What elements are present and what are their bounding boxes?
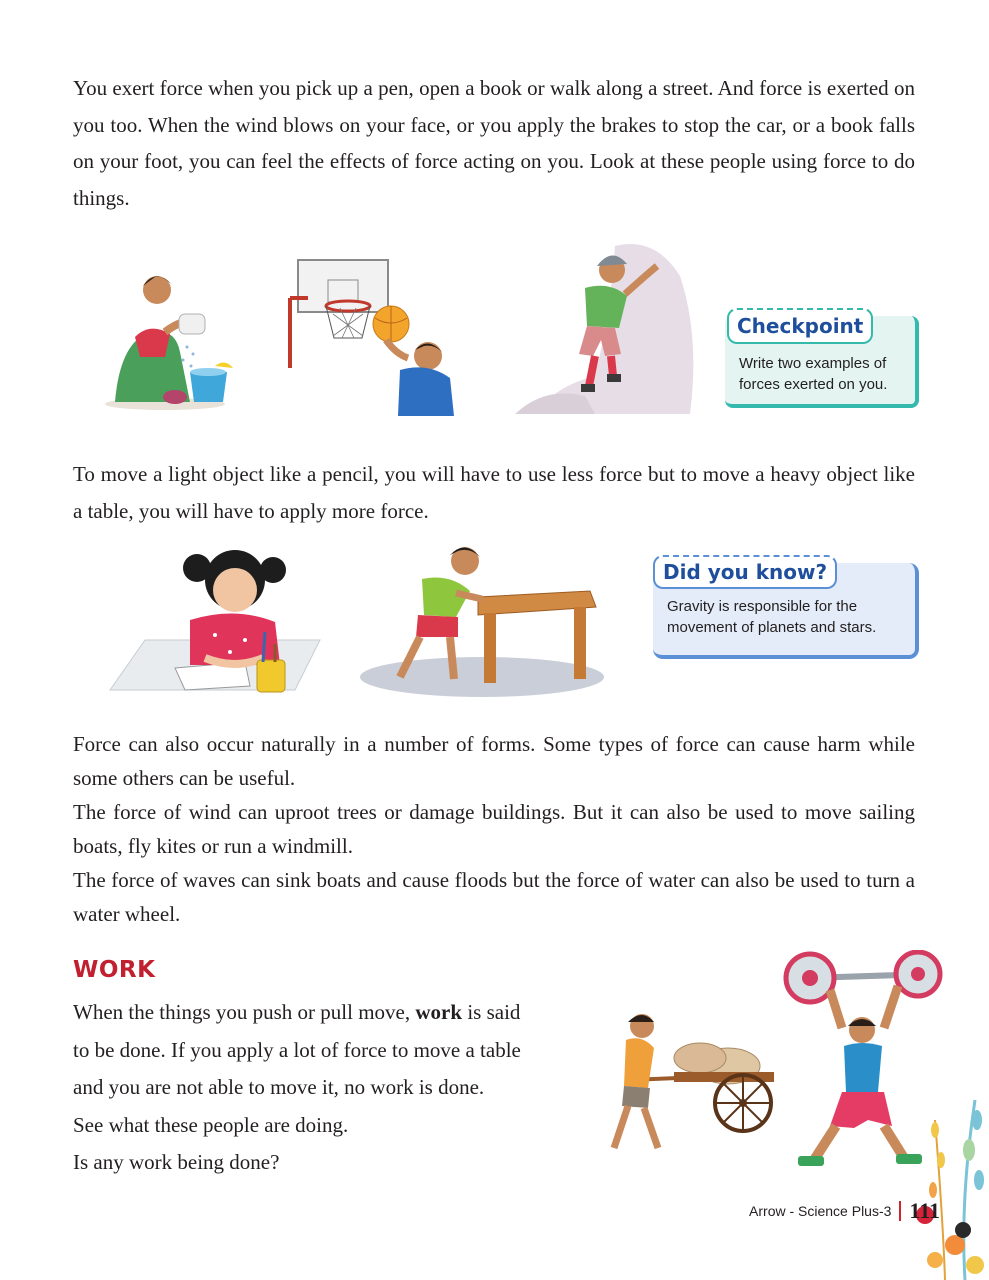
intro-paragraph: You exert force when you pick up a pen, open a book or walk along a street. And force is exerted on you too. When the wind blows on your face, or you apply the brakes to stop the car, or a book falls on your foot, you can feel the effects of force acting on you. Look at these people using force to do things.: [73, 76, 915, 210]
boy-climbing-illustration: [515, 236, 700, 414]
work-text: [73, 994, 613, 1182]
did-you-know-title: Did you know?: [663, 560, 828, 584]
work-line-3: and you are not able to move it, no work is done.: [73, 1075, 485, 1099]
checkpoint-box: [725, 308, 917, 406]
natural-force-paragraph-1: Force can also occur naturally in a number of forms. Some types of force can cause harm while some others can be useful.: [73, 732, 915, 790]
did-you-know-line-2: movement of planets and stars.: [667, 619, 877, 636]
girl-pencil-illustration: [105, 540, 335, 698]
light-heavy-paragraph: To move a light object like a pencil, you will have to use less force but to move a heavy object like a table, you will have to apply more force.: [73, 462, 915, 523]
work-line-1: When the things you push or pull move, work is said: [73, 1000, 521, 1024]
work-line-4: See what these people are doing.: [73, 1112, 349, 1137]
woman-wringing-cloth-illustration: [95, 262, 245, 412]
footer-separator: [899, 1201, 901, 1221]
man-pulling-cart-illustration: [608, 1008, 783, 1158]
did-you-know-box: [653, 555, 918, 660]
checkpoint-line-1: Write two examples of: [739, 355, 887, 372]
did-you-know-line-1: Gravity is responsible for the: [667, 598, 858, 615]
work-line-2: to be done. If you apply a lot of force to move a table: [73, 1037, 521, 1062]
book-title: Arrow - Science Plus-3: [749, 1203, 892, 1219]
work-bold-term: work: [415, 1000, 463, 1024]
natural-force-paragraph-2: The force of wind can uproot trees or damage buildings. But it can also be used to move sailing boats, fly kites or run a windmill.: [73, 800, 915, 858]
page-number: 111: [909, 1198, 940, 1223]
page-footer: [700, 1198, 940, 1224]
checkpoint-title: Checkpoint: [737, 314, 864, 338]
work-line-5: Is any work being done?: [73, 1150, 280, 1174]
decorative-flower-corner: [905, 1080, 989, 1280]
natural-force-paragraph-3: The force of waves can sink boats and cause floods but the force of water can also be used to turn a water wheel.: [73, 868, 915, 926]
checkpoint-line-2: forces exerted on you.: [739, 376, 888, 393]
boy-basketball-illustration: [278, 258, 468, 416]
work-heading: WORK: [73, 957, 156, 983]
boy-pushing-table-illustration: [360, 537, 605, 699]
